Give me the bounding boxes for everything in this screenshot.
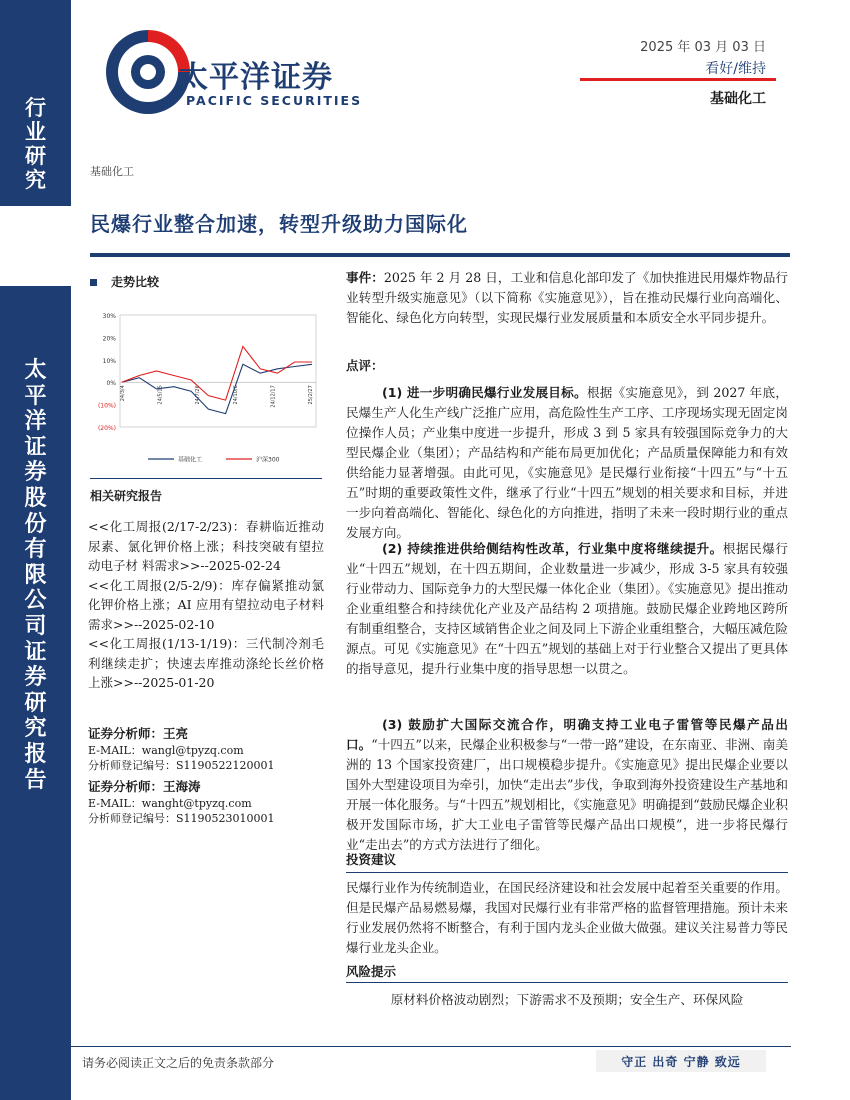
y-tick-label: 20% xyxy=(102,335,116,343)
sidebar-char: 限 xyxy=(24,562,47,588)
point-1-heading: (1) 进一步明确民爆行业发展目标。 xyxy=(382,385,587,400)
related-report-link[interactable]: <<化工周报(2/5-2/9)：库存偏紧推动氯化钾价格上涨；AI 应用有望拉动电子材料需求>>--2025-02-10 xyxy=(88,577,324,632)
y-tick-label: 10% xyxy=(102,357,116,365)
trend-heading xyxy=(90,273,159,290)
company-motto: 守正 出奇 宁静 致远 xyxy=(596,1050,766,1072)
investment-text: 民爆行业作为传统制造业，在国民经济建设和社会发展中起着至关重要的作用。但是民爆产品易燃易爆，我国对民爆行业有非常严格的监督管理措施。预计未来行业发展仍然将不断整合，有利于国内龙头企业做大做强。建议关注易普力等民爆行业龙头企业。 xyxy=(346,880,788,955)
sidebar xyxy=(0,0,71,1100)
point-2-heading: (2) 持续推进供给侧结构性改革，行业集中度将继续提升。 xyxy=(382,541,723,556)
related-heading: 相关研究报告 xyxy=(90,489,163,503)
event-label: 事件： xyxy=(346,270,384,285)
point-3-heading: (3) 鼓励扩大国际交流合作，明确支持工业电子雷管等民爆产品出口。 xyxy=(346,717,788,752)
sidebar-char: 究 xyxy=(25,168,46,192)
x-tick-label: 24/3/4 xyxy=(120,385,126,402)
commentary-heading: 点评： xyxy=(346,358,384,373)
report-date: 2025 年 03 月 03 日 xyxy=(640,40,766,55)
commentary-point-3 xyxy=(346,715,788,855)
legend-label: 沪深300 xyxy=(256,456,280,464)
related-list xyxy=(88,517,324,693)
legend-label: 基础化工 xyxy=(178,456,203,464)
sector-tag: 基础化工 xyxy=(90,165,134,178)
risk-rule xyxy=(346,982,788,983)
sidebar-char: 平 xyxy=(24,383,47,409)
y-tick-label: (20%) xyxy=(97,425,116,432)
sidebar-separator xyxy=(0,206,71,286)
sidebar-char: 研 xyxy=(25,144,46,168)
series-line xyxy=(122,346,312,400)
analyst-name: 证券分析师：王亮 xyxy=(88,726,189,741)
x-tick-label: 24/7/26 xyxy=(195,385,202,405)
sidebar-char: 究 xyxy=(24,716,47,742)
y-tick-label: 0% xyxy=(106,380,116,388)
report-title: 民爆行业整合加速，转型升级助力国际化 xyxy=(90,212,468,236)
industry-label: 基础化工 xyxy=(710,91,766,107)
chart-rule xyxy=(90,478,322,479)
series-line xyxy=(122,364,312,413)
risk-text: 原材料价格波动剧烈；下游需求不及预期；安全生产、环保风险 xyxy=(390,992,744,1007)
point-1-text: 根据《实施意见》，到 2027 年底，民爆生产人化生产线广泛推广应用，高危险性生产工序、工序现场实现无固定岗位操作人员；产业集中度进一步提升，形成 3 到 5 家具有较强国际竞争力的大型民爆企业（集团）；产品结构和产能布局更加优化；产品质量保障能力和有效供给能力显著增强。由此可见，《实施意见》是民爆行业衔接“十四五”与“十五五”时期的重要政策性文件，继承了行业“十四五”规划的相关要求和目标，并进一步向着高端化、智能化、绿色化的方向推进，指明了未来一段时期行业的重点发展方向。 xyxy=(346,385,788,540)
sidebar-char: 有 xyxy=(24,537,47,563)
disclaimer-note: 请务必阅读正文之后的免责条款部分 xyxy=(82,1056,275,1070)
sidebar-char: 告 xyxy=(24,767,47,793)
commentary-point-1 xyxy=(346,383,788,543)
sidebar-char: 券 xyxy=(24,460,47,486)
sidebar-char: 太 xyxy=(24,358,47,383)
footer-rule xyxy=(71,1046,791,1047)
x-tick-label: 24/5/15 xyxy=(157,385,164,405)
risk-heading: 风险提示 xyxy=(346,964,397,979)
sidebar-char: 研 xyxy=(24,690,47,716)
title-rule xyxy=(90,253,790,257)
event-paragraph xyxy=(346,268,788,328)
analyst-block xyxy=(88,779,328,826)
analyst-registration: 分析师登记编号：S1190522120001 xyxy=(88,759,275,772)
sidebar-char: 证 xyxy=(24,434,47,460)
sidebar-char: 股 xyxy=(24,485,47,511)
sidebar-char: 业 xyxy=(25,120,46,144)
y-tick-label: 30% xyxy=(102,313,116,320)
trend-heading-text: 走势比较 xyxy=(111,275,160,289)
x-tick-label: 25/2/27 xyxy=(308,385,314,405)
logo-name-en: PACIFIC SECURITIES xyxy=(186,93,363,108)
sidebar-char: 券 xyxy=(24,665,47,691)
plot-frame xyxy=(120,315,316,427)
analyst-block xyxy=(88,726,328,773)
commentary-point-2 xyxy=(346,539,788,679)
sidebar-label-research xyxy=(0,98,71,194)
sidebar-char: 洋 xyxy=(24,409,47,435)
trend-chart xyxy=(90,305,322,475)
sidebar-label-company xyxy=(0,360,71,795)
sidebar-char: 行 xyxy=(25,96,46,120)
sidebar-char: 公 xyxy=(24,588,47,614)
analyst-name: 证券分析师：王海涛 xyxy=(88,779,201,794)
bullet-square-icon xyxy=(90,279,97,286)
sidebar-char: 份 xyxy=(24,511,47,537)
analyst-registration: 分析师登记编号：S1190523010001 xyxy=(88,812,275,825)
sidebar-char: 司 xyxy=(24,613,47,639)
investment-heading: 投资建议 xyxy=(346,852,397,867)
related-report-link[interactable]: <<化工周报(1/13-1/19)：三代制冷剂毛利继续走扩；快速去库推动涤纶长丝价格上涨>>--2025-01-20 xyxy=(88,636,324,690)
point-2-text: 根据民爆行业“十四五”规划，在十四五期间，企业数量进一步减少，形成 3-5 家具有较强行业带动力、国际竞争力的大型民爆一体化企业（集团）。《实施意见》提出推动企业重组整合和持续优化产业及产品结构 2 项措施。鼓励民爆企业跨地区跨所有制重组整合，支持区域销售企业之间及同上下游企业重组整合，大幅压减危险源点。可见《实施意见》在“十四五”规划的基础上对于行业整合又提出了更具体的指导意见，提升行业集中度的指导思想一以贯之。 xyxy=(346,541,788,676)
x-tick-label: 24/12/17 xyxy=(270,385,277,408)
rating: 看好/维持 xyxy=(705,61,766,77)
sidebar-char: 报 xyxy=(24,741,47,767)
sidebar-char: 证 xyxy=(24,639,47,665)
analyst-email[interactable]: E-MAIL：wangl@tpyzq.com xyxy=(88,744,244,757)
logo-name-cn: 太平洋证券 xyxy=(178,60,333,95)
event-text: 2025 年 2 月 28 日，工业和信息化部印发了《加快推进民用爆炸物品行业转型升级实施意见》（以下简称《实施意见》），旨在推动民爆行业向高端化、智能化、绿色化方向转型，实现民爆行业发展质量和本质安全水平同步提升。 xyxy=(346,270,788,325)
investment-rule xyxy=(346,872,788,873)
header-red-rule xyxy=(580,78,776,81)
x-tick-label: 24/10/6 xyxy=(232,385,239,405)
analyst-email[interactable]: E-MAIL：wanght@tpyzq.com xyxy=(88,797,252,810)
related-report-link[interactable]: <<化工周报(2/17-2/23)：春耕临近推动尿素、氯化钾价格上涨；科技突破有望拉动电子材 料需求>>--2025-02-24 xyxy=(88,519,324,573)
y-tick-label: (10%) xyxy=(97,402,116,410)
point-3-text: “十四五”以来，民爆企业积极参与“一带一路”建设，在东南亚、非洲、南美洲的 13 个国家投资建厂，出口规模稳步提升。《实施意见》提出民爆企业要以国外大型建设项目为牵引，加快“走出去”步伐，争取到海外投资建设生产基地和开展一体化服务。与“十四五”规划相比，《实施意见》明确提到“鼓励民爆企业积极开发国际市场，扩大工业电子雷管等民爆产品出口规模”，进一步将民爆行业“走出去”的方式方法进行了细化。 xyxy=(346,737,788,852)
